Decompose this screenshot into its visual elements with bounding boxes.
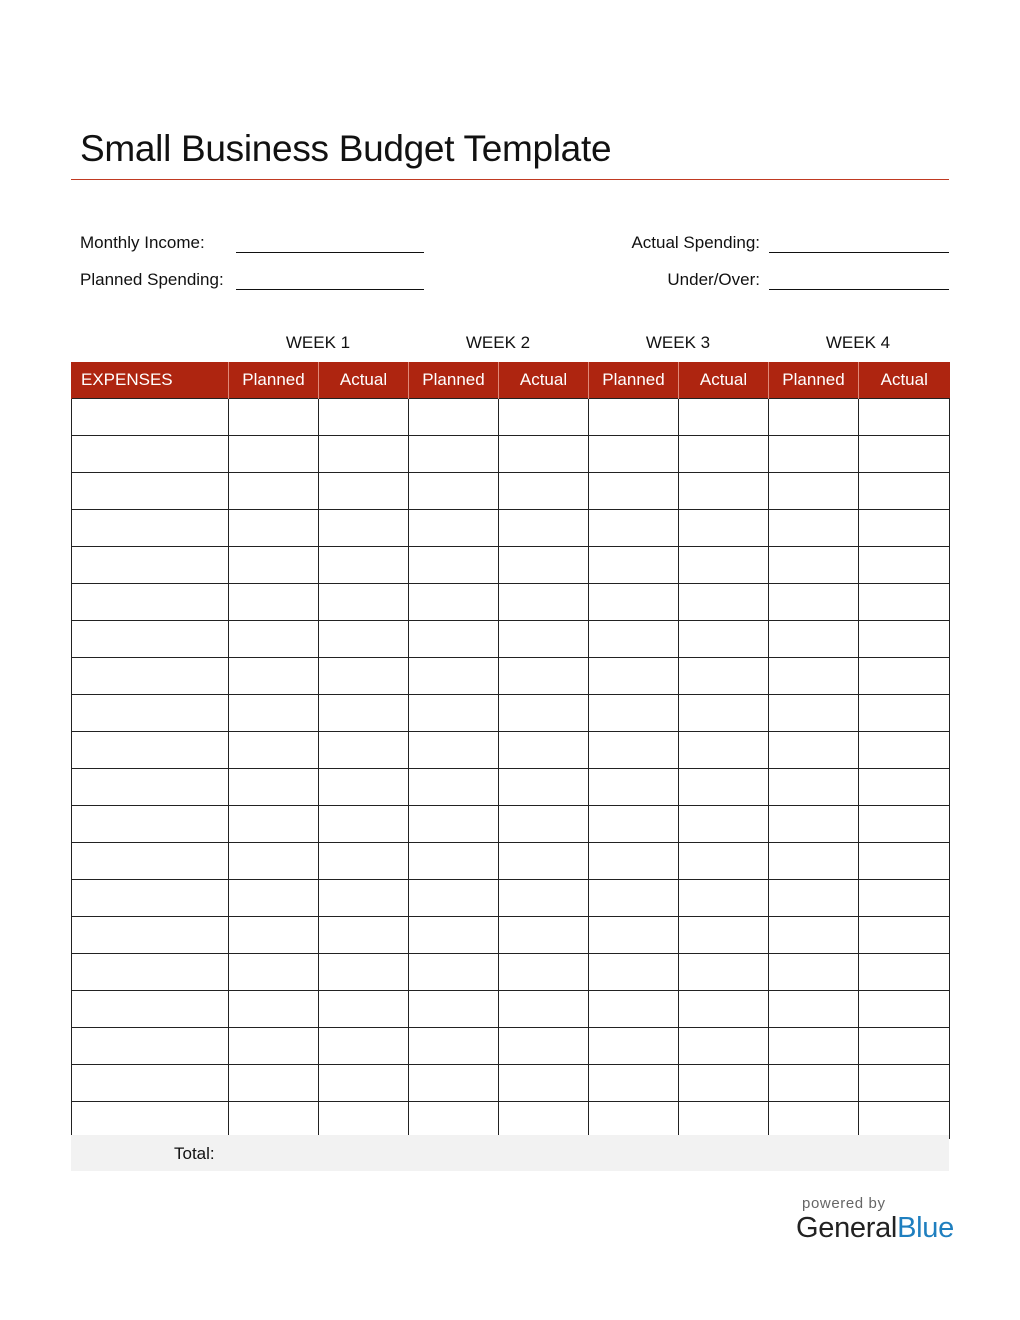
week-3-planned-header: Planned bbox=[589, 362, 679, 399]
w2-planned-cell[interactable] bbox=[409, 917, 499, 954]
w1-planned-cell[interactable] bbox=[229, 991, 319, 1028]
w3-actual-cell[interactable] bbox=[679, 695, 769, 732]
w3-planned-cell[interactable] bbox=[589, 1028, 679, 1065]
expense-cell[interactable] bbox=[72, 732, 229, 769]
w4-actual-cell[interactable] bbox=[859, 510, 950, 547]
w2-actual-cell[interactable] bbox=[499, 880, 589, 917]
expense-cell[interactable] bbox=[72, 473, 229, 510]
w2-actual-cell[interactable] bbox=[499, 621, 589, 658]
monthly-income-label: Monthly Income: bbox=[80, 233, 205, 252]
w2-actual-cell[interactable] bbox=[499, 584, 589, 621]
w2-actual-cell[interactable] bbox=[499, 1102, 589, 1139]
w3-planned-cell[interactable] bbox=[589, 991, 679, 1028]
w4-actual-cell[interactable] bbox=[859, 1065, 950, 1102]
w2-actual-cell[interactable] bbox=[499, 547, 589, 584]
w4-actual-cell[interactable] bbox=[859, 436, 950, 473]
w4-planned-cell[interactable] bbox=[769, 510, 859, 547]
w1-actual-cell[interactable] bbox=[319, 1065, 409, 1102]
week-2-planned-header: Planned bbox=[409, 362, 499, 399]
w4-actual-cell[interactable] bbox=[859, 1102, 950, 1139]
w2-actual-cell[interactable] bbox=[499, 399, 589, 436]
expense-cell[interactable] bbox=[72, 436, 229, 473]
w3-actual-cell[interactable] bbox=[679, 399, 769, 436]
under-over-label: Under/Over: bbox=[667, 270, 760, 289]
w4-actual-cell[interactable] bbox=[859, 399, 950, 436]
w4-planned-cell[interactable] bbox=[769, 547, 859, 584]
w1-actual-cell[interactable] bbox=[319, 1028, 409, 1065]
total-label: Total: bbox=[174, 1144, 215, 1163]
w1-actual-cell[interactable] bbox=[319, 658, 409, 695]
week-4-planned-header: Planned bbox=[769, 362, 859, 399]
w4-actual-cell[interactable] bbox=[859, 547, 950, 584]
w2-actual-cell[interactable] bbox=[499, 917, 589, 954]
w4-actual-cell[interactable] bbox=[859, 658, 950, 695]
w4-planned-cell[interactable] bbox=[769, 917, 859, 954]
expense-cell[interactable] bbox=[72, 584, 229, 621]
week-2-actual-header: Actual bbox=[499, 362, 589, 399]
total-row bbox=[71, 1135, 949, 1171]
w3-actual-cell[interactable] bbox=[679, 510, 769, 547]
w1-planned-cell[interactable] bbox=[229, 399, 319, 436]
w2-planned-cell[interactable] bbox=[409, 547, 499, 584]
w1-planned-cell[interactable] bbox=[229, 1065, 319, 1102]
table-row bbox=[72, 547, 950, 584]
w1-actual-cell[interactable] bbox=[319, 991, 409, 1028]
w1-actual-cell[interactable] bbox=[319, 954, 409, 991]
w4-planned-cell[interactable] bbox=[769, 769, 859, 806]
w2-planned-cell[interactable] bbox=[409, 695, 499, 732]
table-row bbox=[72, 917, 950, 954]
w4-planned-cell[interactable] bbox=[769, 843, 859, 880]
expense-cell[interactable] bbox=[72, 1065, 229, 1102]
expense-cell[interactable] bbox=[72, 1028, 229, 1065]
table-header-row bbox=[72, 362, 950, 399]
budget-table bbox=[71, 362, 950, 1139]
expense-cell[interactable] bbox=[72, 843, 229, 880]
w3-planned-cell[interactable] bbox=[589, 769, 679, 806]
table-row bbox=[72, 695, 950, 732]
w4-planned-cell[interactable] bbox=[769, 399, 859, 436]
w1-actual-cell[interactable] bbox=[319, 621, 409, 658]
w4-actual-cell[interactable] bbox=[859, 991, 950, 1028]
w3-actual-cell[interactable] bbox=[679, 436, 769, 473]
w1-planned-cell[interactable] bbox=[229, 547, 319, 584]
w3-actual-cell[interactable] bbox=[679, 547, 769, 584]
w2-actual-cell[interactable] bbox=[499, 510, 589, 547]
w3-planned-cell[interactable] bbox=[589, 473, 679, 510]
w2-planned-cell[interactable] bbox=[409, 1065, 499, 1102]
w4-actual-cell[interactable] bbox=[859, 806, 950, 843]
w4-planned-cell[interactable] bbox=[769, 1028, 859, 1065]
table-row bbox=[72, 658, 950, 695]
w4-planned-cell[interactable] bbox=[769, 806, 859, 843]
w1-planned-cell[interactable] bbox=[229, 769, 319, 806]
w1-actual-cell[interactable] bbox=[319, 436, 409, 473]
w3-planned-cell[interactable] bbox=[589, 436, 679, 473]
week-4-label: WEEK 4 bbox=[825, 333, 891, 352]
w4-planned-cell[interactable] bbox=[769, 695, 859, 732]
w1-planned-cell[interactable] bbox=[229, 584, 319, 621]
w1-planned-cell[interactable] bbox=[229, 843, 319, 880]
under-over-field[interactable] bbox=[769, 289, 949, 290]
table-row bbox=[72, 473, 950, 510]
w2-planned-cell[interactable] bbox=[409, 584, 499, 621]
w2-actual-cell[interactable] bbox=[499, 806, 589, 843]
brand-blue: Blue bbox=[897, 1212, 954, 1244]
w1-actual-cell[interactable] bbox=[319, 1102, 409, 1139]
w3-actual-cell[interactable] bbox=[679, 954, 769, 991]
table-row bbox=[72, 584, 950, 621]
w2-planned-cell[interactable] bbox=[409, 436, 499, 473]
w3-actual-cell[interactable] bbox=[679, 917, 769, 954]
expense-cell[interactable] bbox=[72, 954, 229, 991]
expense-cell[interactable] bbox=[72, 510, 229, 547]
w1-planned-cell[interactable] bbox=[229, 732, 319, 769]
w1-planned-cell[interactable] bbox=[229, 621, 319, 658]
table-row bbox=[72, 1065, 950, 1102]
table-row bbox=[72, 954, 950, 991]
table-row bbox=[72, 843, 950, 880]
expenses-header: EXPENSES bbox=[72, 362, 229, 399]
table-row bbox=[72, 621, 950, 658]
w2-planned-cell[interactable] bbox=[409, 658, 499, 695]
w3-planned-cell[interactable] bbox=[589, 695, 679, 732]
w2-actual-cell[interactable] bbox=[499, 732, 589, 769]
table-row bbox=[72, 732, 950, 769]
w3-actual-cell[interactable] bbox=[679, 1102, 769, 1139]
w3-planned-cell[interactable] bbox=[589, 547, 679, 584]
page-title: Small Business Budget Template bbox=[80, 128, 612, 169]
table-row bbox=[72, 991, 950, 1028]
w1-planned-cell[interactable] bbox=[229, 806, 319, 843]
w2-planned-cell[interactable] bbox=[409, 1102, 499, 1139]
w1-actual-cell[interactable] bbox=[319, 843, 409, 880]
w2-actual-cell[interactable] bbox=[499, 843, 589, 880]
expense-cell[interactable] bbox=[72, 547, 229, 584]
w1-actual-cell[interactable] bbox=[319, 547, 409, 584]
expense-cell[interactable] bbox=[72, 806, 229, 843]
expense-cell[interactable] bbox=[72, 399, 229, 436]
w2-actual-cell[interactable] bbox=[499, 1028, 589, 1065]
table-row bbox=[72, 436, 950, 473]
w1-planned-cell[interactable] bbox=[229, 658, 319, 695]
expense-cell[interactable] bbox=[72, 695, 229, 732]
w2-planned-cell[interactable] bbox=[409, 806, 499, 843]
w1-planned-cell[interactable] bbox=[229, 954, 319, 991]
w2-actual-cell[interactable] bbox=[499, 769, 589, 806]
w3-planned-cell[interactable] bbox=[589, 880, 679, 917]
w2-actual-cell[interactable] bbox=[499, 473, 589, 510]
w2-planned-cell[interactable] bbox=[409, 732, 499, 769]
w3-actual-cell[interactable] bbox=[679, 621, 769, 658]
w1-planned-cell[interactable] bbox=[229, 473, 319, 510]
expense-cell[interactable] bbox=[72, 917, 229, 954]
w3-planned-cell[interactable] bbox=[589, 510, 679, 547]
w2-planned-cell[interactable] bbox=[409, 880, 499, 917]
w2-planned-cell[interactable] bbox=[409, 473, 499, 510]
w3-actual-cell[interactable] bbox=[679, 843, 769, 880]
week-1-label: WEEK 1 bbox=[285, 333, 351, 352]
w3-actual-cell[interactable] bbox=[679, 769, 769, 806]
w4-planned-cell[interactable] bbox=[769, 1065, 859, 1102]
planned-spending-field[interactable] bbox=[236, 289, 424, 290]
w4-actual-cell[interactable] bbox=[859, 732, 950, 769]
w2-planned-cell[interactable] bbox=[409, 991, 499, 1028]
w2-actual-cell[interactable] bbox=[499, 954, 589, 991]
table-row bbox=[72, 1028, 950, 1065]
w2-actual-cell[interactable] bbox=[499, 436, 589, 473]
expense-cell[interactable] bbox=[72, 880, 229, 917]
w2-planned-cell[interactable] bbox=[409, 954, 499, 991]
table-row bbox=[72, 510, 950, 547]
week-3-label: WEEK 3 bbox=[645, 333, 711, 352]
w1-actual-cell[interactable] bbox=[319, 880, 409, 917]
table-row bbox=[72, 399, 950, 436]
monthly-income-field[interactable] bbox=[236, 252, 424, 253]
w4-actual-cell[interactable] bbox=[859, 695, 950, 732]
w1-actual-cell[interactable] bbox=[319, 510, 409, 547]
w3-actual-cell[interactable] bbox=[679, 1065, 769, 1102]
week-4-actual-header: Actual bbox=[859, 362, 950, 399]
w3-planned-cell[interactable] bbox=[589, 917, 679, 954]
title-divider bbox=[71, 179, 949, 180]
w3-actual-cell[interactable] bbox=[679, 806, 769, 843]
week-3-actual-header: Actual bbox=[679, 362, 769, 399]
w2-actual-cell[interactable] bbox=[499, 1065, 589, 1102]
w1-planned-cell[interactable] bbox=[229, 436, 319, 473]
w2-planned-cell[interactable] bbox=[409, 769, 499, 806]
w3-actual-cell[interactable] bbox=[679, 584, 769, 621]
w1-planned-cell[interactable] bbox=[229, 1102, 319, 1139]
w4-planned-cell[interactable] bbox=[769, 473, 859, 510]
w2-planned-cell[interactable] bbox=[409, 621, 499, 658]
w2-actual-cell[interactable] bbox=[499, 991, 589, 1028]
w4-actual-cell[interactable] bbox=[859, 880, 950, 917]
w4-planned-cell[interactable] bbox=[769, 584, 859, 621]
expense-cell[interactable] bbox=[72, 1102, 229, 1139]
w1-actual-cell[interactable] bbox=[319, 695, 409, 732]
w1-planned-cell[interactable] bbox=[229, 917, 319, 954]
planned-spending-label: Planned Spending: bbox=[80, 270, 224, 289]
week-2-label: WEEK 2 bbox=[465, 333, 531, 352]
w1-planned-cell[interactable] bbox=[229, 880, 319, 917]
w1-actual-cell[interactable] bbox=[319, 584, 409, 621]
w2-planned-cell[interactable] bbox=[409, 510, 499, 547]
brand-general: General bbox=[796, 1212, 898, 1244]
w4-planned-cell[interactable] bbox=[769, 1102, 859, 1139]
actual-spending-label: Actual Spending: bbox=[631, 233, 760, 252]
table-row bbox=[72, 880, 950, 917]
expense-cell[interactable] bbox=[72, 658, 229, 695]
w4-actual-cell[interactable] bbox=[859, 917, 950, 954]
w3-planned-cell[interactable] bbox=[589, 399, 679, 436]
w1-actual-cell[interactable] bbox=[319, 806, 409, 843]
w2-actual-cell[interactable] bbox=[499, 658, 589, 695]
w4-actual-cell[interactable] bbox=[859, 769, 950, 806]
w4-actual-cell[interactable] bbox=[859, 584, 950, 621]
w3-planned-cell[interactable] bbox=[589, 584, 679, 621]
w3-actual-cell[interactable] bbox=[679, 658, 769, 695]
expense-cell[interactable] bbox=[72, 991, 229, 1028]
generalblue-logo bbox=[796, 1212, 954, 1245]
w2-planned-cell[interactable] bbox=[409, 1028, 499, 1065]
w3-planned-cell[interactable] bbox=[589, 954, 679, 991]
w4-planned-cell[interactable] bbox=[769, 954, 859, 991]
expense-cell[interactable] bbox=[72, 769, 229, 806]
w1-planned-cell[interactable] bbox=[229, 695, 319, 732]
w2-actual-cell[interactable] bbox=[499, 695, 589, 732]
w2-planned-cell[interactable] bbox=[409, 843, 499, 880]
w1-actual-cell[interactable] bbox=[319, 732, 409, 769]
w3-actual-cell[interactable] bbox=[679, 991, 769, 1028]
w4-actual-cell[interactable] bbox=[859, 843, 950, 880]
w1-actual-cell[interactable] bbox=[319, 473, 409, 510]
w1-planned-cell[interactable] bbox=[229, 510, 319, 547]
w3-planned-cell[interactable] bbox=[589, 732, 679, 769]
w4-planned-cell[interactable] bbox=[769, 991, 859, 1028]
w4-planned-cell[interactable] bbox=[769, 436, 859, 473]
w4-actual-cell[interactable] bbox=[859, 473, 950, 510]
w4-actual-cell[interactable] bbox=[859, 621, 950, 658]
w3-actual-cell[interactable] bbox=[679, 1028, 769, 1065]
budget-table-body bbox=[72, 399, 950, 1139]
w1-actual-cell[interactable] bbox=[319, 769, 409, 806]
w3-planned-cell[interactable] bbox=[589, 658, 679, 695]
w3-planned-cell[interactable] bbox=[589, 843, 679, 880]
actual-spending-field[interactable] bbox=[769, 252, 949, 253]
w4-planned-cell[interactable] bbox=[769, 621, 859, 658]
powered-by-text: powered by bbox=[802, 1195, 886, 1212]
w4-planned-cell[interactable] bbox=[769, 732, 859, 769]
w4-actual-cell[interactable] bbox=[859, 954, 950, 991]
w4-actual-cell[interactable] bbox=[859, 1028, 950, 1065]
w4-planned-cell[interactable] bbox=[769, 880, 859, 917]
w3-actual-cell[interactable] bbox=[679, 473, 769, 510]
w3-planned-cell[interactable] bbox=[589, 1065, 679, 1102]
w3-actual-cell[interactable] bbox=[679, 880, 769, 917]
w3-planned-cell[interactable] bbox=[589, 1102, 679, 1139]
w4-planned-cell[interactable] bbox=[769, 658, 859, 695]
expense-cell[interactable] bbox=[72, 621, 229, 658]
week-1-actual-header: Actual bbox=[319, 362, 409, 399]
w1-actual-cell[interactable] bbox=[319, 399, 409, 436]
w1-planned-cell[interactable] bbox=[229, 1028, 319, 1065]
table-row bbox=[72, 1102, 950, 1139]
w3-planned-cell[interactable] bbox=[589, 621, 679, 658]
w3-planned-cell[interactable] bbox=[589, 806, 679, 843]
table-row bbox=[72, 769, 950, 806]
w2-planned-cell[interactable] bbox=[409, 399, 499, 436]
w3-actual-cell[interactable] bbox=[679, 732, 769, 769]
table-row bbox=[72, 806, 950, 843]
week-1-planned-header: Planned bbox=[229, 362, 319, 399]
w1-actual-cell[interactable] bbox=[319, 917, 409, 954]
